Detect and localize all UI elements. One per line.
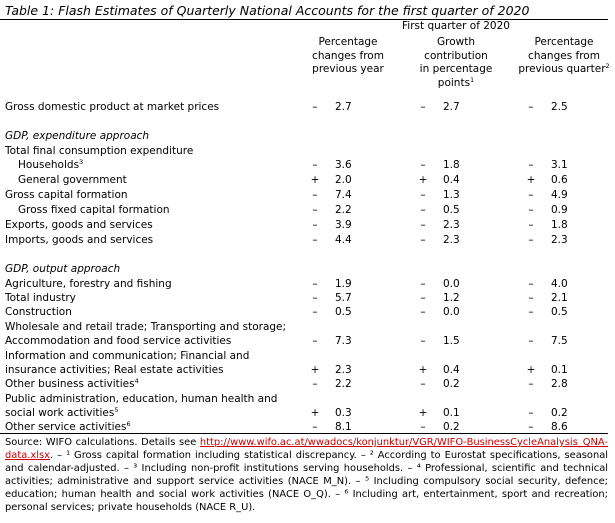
value-number: 2.0 [335,174,352,186]
value-number: 8.1 [335,421,352,433]
table-row [0,321,615,335]
value-number: 8.6 [551,421,568,433]
value-number: 0.2 [551,407,568,419]
row-label-sup: 6 [126,420,131,428]
header-col2-line: contribution [424,49,488,62]
value-number: 3.6 [335,159,352,171]
header-col2-line [400,77,512,91]
value-sign: – [528,219,534,231]
row-label [18,204,170,216]
value-sign: – [528,421,534,433]
value-sign: – [420,335,426,347]
table-row [0,189,615,203]
header-col3 [508,36,615,77]
row-label [5,234,153,246]
value-number: 0.5 [551,306,568,318]
value-number: 4.0 [551,278,568,290]
value-sign: – [528,159,534,171]
row-label [5,393,277,405]
value-number: 3.1 [551,159,568,171]
value-number: 2.2 [335,378,352,390]
row-label-sup: 3 [79,158,84,166]
table-row [0,174,615,188]
top-rule [0,19,608,20]
value-number: 0.9 [551,204,568,216]
header-col2 [400,36,512,90]
value-number: 2.7 [335,101,352,113]
row-label [5,145,193,157]
value-sign: – [420,421,426,433]
row-label [5,263,120,275]
table-row [0,263,615,277]
row-label-text: Other business activities [5,378,135,390]
value-number: 0.4 [443,174,460,186]
row-label [18,159,83,171]
value-number: 1.2 [443,292,460,304]
row-label-text: Agriculture, forestry and fishing [5,278,172,290]
value-number: 1.8 [443,159,460,171]
value-number: 2.8 [551,378,568,390]
value-sign: – [528,306,534,318]
value-sign: – [312,306,318,318]
table-row [0,378,615,392]
row-label [5,101,219,113]
value-number: 0.2 [443,378,460,390]
value-sign: – [420,159,426,171]
value-sign: – [420,278,426,290]
footnote [5,436,608,514]
header-col2-text: points [437,76,471,89]
value-sign: + [418,174,428,186]
value-number: 4.4 [335,234,352,246]
row-label-text: Construction [5,306,72,318]
header-col2-sup: 1 [470,75,475,84]
header-col2-line: in percentage [419,63,493,75]
value-sign: – [312,421,318,433]
value-number: 0.1 [551,364,568,376]
row-label-text: Total industry [5,292,76,304]
row-label-sup: 5 [114,406,119,414]
value-sign: + [526,364,536,376]
value-number: 0.1 [443,407,460,419]
header-col1-line: Percentage [318,36,378,48]
value-number: 2.7 [443,101,460,113]
value-number: 7.3 [335,335,352,347]
row-label-text: Gross domestic product at market prices [5,101,220,113]
table-row [0,204,615,218]
value-sign: – [312,234,318,246]
row-label [5,421,131,433]
value-sign: + [526,174,536,186]
row-label [5,189,128,201]
value-number: 2.2 [335,204,352,216]
row-label-text: Exports, goods and services [5,219,153,231]
value-sign: – [420,378,426,390]
row-label [5,130,149,142]
header-col3-line: changes from [528,49,600,62]
value-sign: – [528,204,534,216]
table-row [0,407,615,421]
value-number: 3.9 [335,219,352,231]
row-label-text: Other service activities [5,421,127,433]
table-row [0,292,615,306]
table-row [0,130,615,144]
value-number: 0.4 [443,364,460,376]
value-number: 0.6 [551,174,568,186]
value-number: 2.3 [443,219,460,231]
table-row [0,350,615,364]
value-sign: + [310,174,320,186]
value-sign: – [312,292,318,304]
value-sign: – [528,292,534,304]
value-number: 2.5 [551,101,568,113]
row-label-text: Information and communication; Financial and [5,350,250,362]
value-sign: – [312,189,318,201]
row-label-text: GDP, expenditure approach [5,130,150,142]
header-col1 [292,36,404,77]
row-label-text: Households [18,159,80,171]
table-row [0,393,615,407]
row-label [5,306,72,318]
value-number: 1.5 [443,335,460,347]
row-label-text: General government [18,174,127,186]
row-label [5,278,172,290]
value-number: 2.3 [443,234,460,246]
value-sign: – [528,378,534,390]
row-label [5,321,286,333]
value-number: 0.0 [443,306,460,318]
row-label [5,378,139,390]
data-link[interactable]: http://www.wifo.ac.at/wwadocs/konjunktur/VGR/WIFO-BusinessCycleAnalysis_QNA-data.xlsx [5,437,608,461]
value-sign: – [420,306,426,318]
header-supra: First quarter of 2020 [402,20,510,32]
value-number: 1.8 [551,219,568,231]
value-sign: – [420,292,426,304]
value-sign: – [420,189,426,201]
row-label [5,350,249,362]
header-col3-text: previous quarter [518,63,606,75]
value-sign: – [312,278,318,290]
row-label-text: insurance activities; Real estate activities [5,364,224,376]
table-row [0,234,615,248]
value-sign: – [420,204,426,216]
value-sign: – [528,278,534,290]
value-number: 0.3 [335,407,352,419]
row-label-text: Gross capital formation [5,189,128,201]
value-sign: – [420,234,426,246]
value-number: 7.5 [551,335,568,347]
header-col3-line [508,63,615,77]
table-row [0,145,615,159]
value-number: 4.9 [551,189,568,201]
row-label-text: Imports, goods and services [5,234,154,246]
value-number: 2.1 [551,292,568,304]
row-label-text: Total final consumption expenditure [5,145,194,157]
value-sign: + [418,407,428,419]
value-number: 0.0 [443,278,460,290]
row-label [5,219,153,231]
value-sign: – [312,335,318,347]
table-row [0,306,615,320]
table-row [0,364,615,378]
value-sign: – [420,219,426,231]
bottom-rule [0,433,608,434]
table-row [0,159,615,173]
table-row [0,335,615,349]
value-number: 5.7 [335,292,352,304]
value-number: 2.3 [551,234,568,246]
value-sign: – [528,101,534,113]
row-label-text: social work activities [5,407,115,419]
value-number: 2.3 [335,364,352,376]
table-row [0,278,615,292]
value-sign: – [312,101,318,113]
value-sign: – [420,101,426,113]
value-number: 0.5 [443,204,460,216]
table-row [0,219,615,233]
row-label-text: GDP, output approach [5,263,121,275]
row-label [5,335,231,347]
table-row [0,101,615,115]
row-label [5,292,76,304]
row-label-text: Public administration, education, human health and [5,393,278,405]
header-col1-line: previous year [312,63,384,75]
value-sign: + [310,364,320,376]
header-col1-line: changes from [312,49,384,62]
value-number: 0.2 [443,421,460,433]
value-sign: – [528,234,534,246]
header-col3-sup: 2 [605,62,610,70]
value-sign: – [528,407,534,419]
value-sign: – [312,219,318,231]
value-number: 7.4 [335,189,352,201]
header-col2-line: Growth [436,36,475,48]
row-label-text: Accommodation and food service activities [5,335,232,347]
row-label [5,364,224,376]
value-sign: + [418,364,428,376]
footnote-text: . – ¹ Gross capital formation including statistical discrepancy. – ² According to Eurostat specifications, seasonal and calendar-adjusted. – ³ Including non-profit institutions serving households. – ⁴ Professional, scientific and technical activities; administrative and support service activities (NACE M_N). – ⁵ Including compulsory social security, defence; education; human health and social work activities (NACE O_Q). – ⁶ Including art, entertainment, sport and recreation; personal services; private households (NACE R_U). [5,450,608,513]
value-number: 1.3 [443,189,460,201]
row-label-sup: 4 [134,377,139,385]
value-sign: – [312,159,318,171]
row-label [5,407,119,419]
row-label-text: Gross fixed capital formation [18,204,170,216]
value-sign: – [312,204,318,216]
row-label [18,174,127,186]
value-sign: – [312,378,318,390]
value-sign: – [528,189,534,201]
value-number: 1.9 [335,278,352,290]
value-sign: – [528,335,534,347]
footnote-source: Source: WIFO calculations. Details see [5,437,200,448]
header-col3-line: Percentage [534,36,594,48]
table-title: Table 1: Flash Estimates of Quarterly National Accounts for the first quarter of 2020 [5,3,530,18]
row-label-text: Wholesale and retail trade; Transporting and storage; [5,321,287,333]
value-number: 0.5 [335,306,352,318]
value-sign: + [310,407,320,419]
